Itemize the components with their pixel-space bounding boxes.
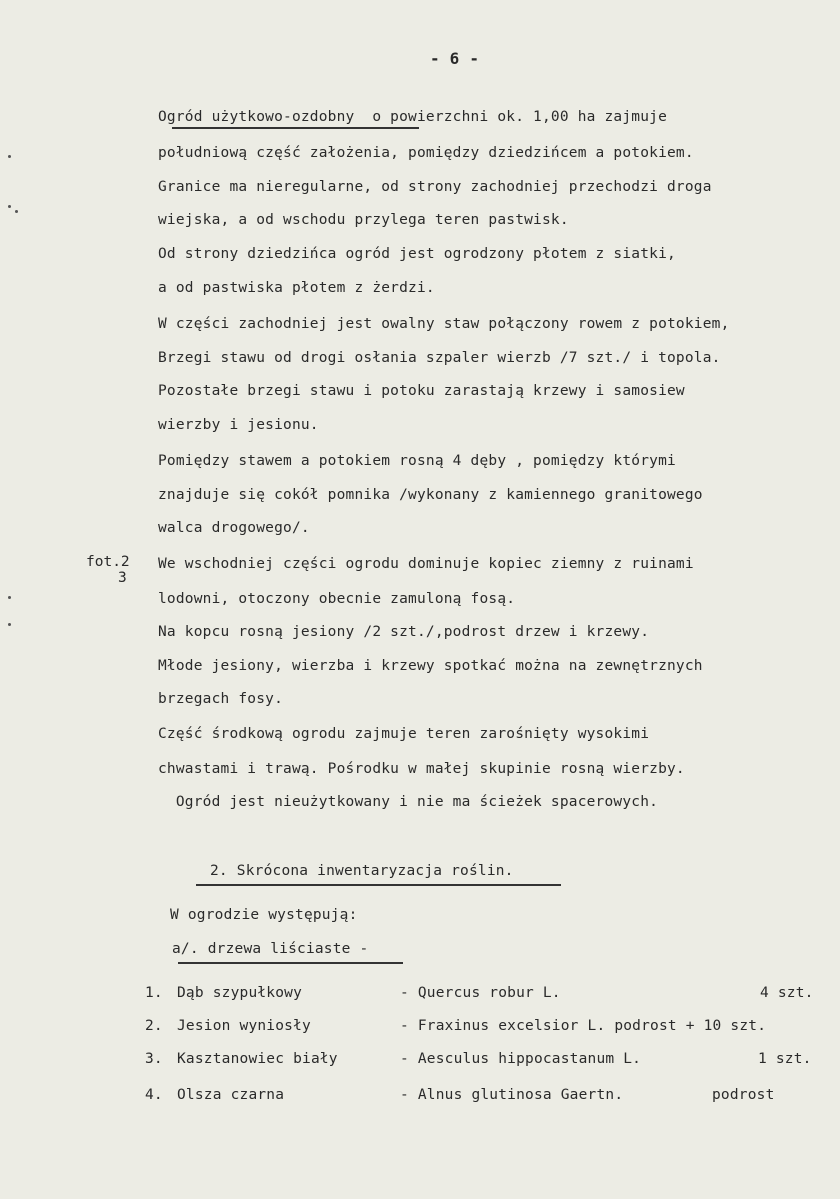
- subheading: a/. drzewa liściaste -: [172, 941, 369, 957]
- paragraph-line: Ogród użytkowo-ozdobny o powierzchni ok. 1,00 ha zajmuje: [158, 109, 667, 125]
- plant-quantity: 4 szt.: [760, 985, 814, 1001]
- margin-dot: [8, 596, 11, 599]
- paragraph-line: wierzby i jesionu.: [158, 417, 319, 433]
- paragraph-line: wiejska, a od wschodu przylega teren pastwisk.: [158, 212, 569, 228]
- paragraph-line: znajduje się cokół pomnika /wykonany z kamiennego granitowego: [158, 487, 703, 503]
- paragraph-line: brzegach fosy.: [158, 691, 284, 707]
- heading-underline: [196, 884, 561, 886]
- paragraph-line: lodowni, otoczony obecnie zamuloną fosą.: [158, 591, 516, 607]
- paragraph-line: Część środkową ogrodu zajmuje teren zarośnięty wysokimi: [158, 726, 650, 742]
- plant-polish-name: Kasztanowiec biały: [177, 1051, 338, 1067]
- paragraph-line: Pomiędzy stawem a potokiem rosną 4 dęby , pomiędzy którymi: [158, 453, 676, 469]
- plant-latin-name: - Quercus robur L.: [400, 985, 561, 1001]
- plant-polish-name: Dąb szypułkowy: [177, 985, 303, 1001]
- plant-number: 1.: [145, 985, 163, 1001]
- page-number: - 6 -: [430, 49, 480, 68]
- plant-polish-name: Jesion wyniosły: [177, 1018, 311, 1034]
- plant-latin-name: - Alnus glutinosa Gaertn.: [400, 1087, 624, 1103]
- paragraph-line: We wschodniej części ogrodu dominuje kopiec ziemny z ruinami: [158, 556, 694, 572]
- paragraph-line: chwastami i trawą. Pośrodku w małej skupinie rosną wierzby.: [158, 761, 685, 777]
- margin-dot: [15, 210, 18, 213]
- intro-text: W ogrodzie występują:: [170, 907, 358, 923]
- subheading-underline: [178, 962, 403, 964]
- plant-number: 4.: [145, 1087, 163, 1103]
- paragraph-line: Pozostałe brzegi stawu i potoku zarastają krzewy i samosiew: [158, 383, 685, 399]
- margin-dot: [8, 623, 11, 626]
- paragraph-line: Od strony dziedzińca ogród jest ogrodzony płotem z siatki,: [158, 246, 676, 262]
- plant-quantity: 1 szt.: [758, 1051, 812, 1067]
- margin-note-line: fot.2: [86, 554, 130, 570]
- plant-latin-name: - Aesculus hippocastanum L.: [400, 1051, 642, 1067]
- section-heading: 2. Skrócona inwentaryzacja roślin.: [210, 863, 514, 879]
- margin-note-line: 3: [118, 570, 127, 586]
- title-underline: [172, 127, 419, 129]
- paragraph-line: walca drogowego/.: [158, 520, 310, 536]
- paragraph-line: W części zachodniej jest owalny staw połączony rowem z potokiem,: [158, 316, 730, 332]
- paragraph-line: Granice ma nieregularne, od strony zachodniej przechodzi droga: [158, 179, 712, 195]
- margin-dot: [8, 155, 11, 158]
- paragraph-line: Ogród jest nieużytkowany i nie ma ścieżek spacerowych.: [158, 794, 659, 810]
- margin-note: [86, 554, 130, 586]
- paragraph-line: Na kopcu rosną jesiony /2 szt./,podrost drzew i krzewy.: [158, 624, 650, 640]
- plant-number: 3.: [145, 1051, 163, 1067]
- paragraph-line: południową część założenia, pomiędzy dziedzińcem a potokiem.: [158, 145, 694, 161]
- paragraph-line: a od pastwiska płotem z żerdzi.: [158, 280, 435, 296]
- paragraph-line: Brzegi stawu od drogi osłania szpaler wierzb /7 szt./ i topola.: [158, 350, 721, 366]
- paragraph-line: Młode jesiony, wierzba i krzewy spotkać można na zewnętrznych: [158, 658, 703, 674]
- plant-quantity: podrost: [712, 1087, 775, 1103]
- plant-polish-name: Olsza czarna: [177, 1087, 285, 1103]
- plant-latin-name: - Fraxinus excelsior L. podrost + 10 szt.: [400, 1018, 767, 1034]
- plant-number: 2.: [145, 1018, 163, 1034]
- margin-dot: [8, 205, 11, 208]
